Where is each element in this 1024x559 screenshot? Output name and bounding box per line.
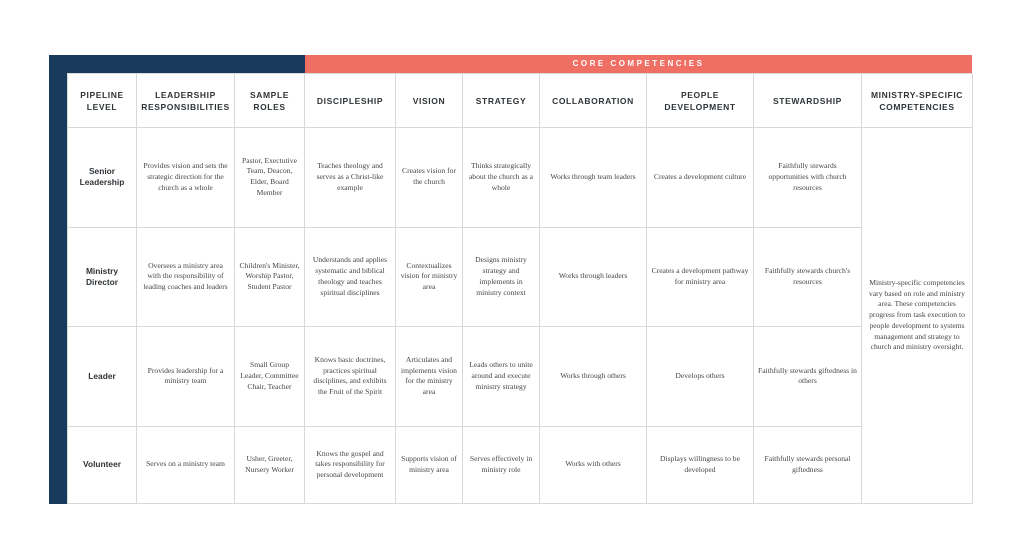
stewardship-cell: Faithfully stewards giftedness in others [754, 327, 862, 427]
stewardship-cell: Faithfully stewards opportunities with church resources [754, 128, 862, 228]
responsibilities-cell: Serves on a ministry team [137, 426, 235, 503]
stewardship-cell: Faithfully stewards church's resources [754, 227, 862, 327]
strategy-cell: Designs ministry strategy and implements in ministry context [463, 227, 540, 327]
header-ministry-specific: MINISTRY-SPECIFIC COMPETENCIES [862, 74, 973, 128]
table-row [68, 128, 973, 228]
header-row [68, 74, 973, 128]
level-cell: Senior Leadership [68, 128, 137, 228]
left-accent-bar [49, 55, 67, 504]
people-development-cell: Develops others [647, 327, 754, 427]
header-discipleship: DISCIPLESHIP [305, 74, 396, 128]
competency-matrix [49, 55, 972, 504]
vision-cell: Articulates and implements vision for the ministry area [396, 327, 463, 427]
ministry-specific-cell: Ministry-specific competencies vary based on role and ministry area. These competencies progress from task execution to people development to systems management and strategy to church and ministry oversight. [862, 128, 973, 504]
header-pipeline-level: PIPELINE LEVEL [68, 74, 137, 128]
discipleship-cell: Understands and applies systematic and biblical theology and teaches spiritual disciplines [305, 227, 396, 327]
header-collaboration: COLLABORATION [540, 74, 647, 128]
collaboration-cell: Works through team leaders [540, 128, 647, 228]
collaboration-cell: Works with others [540, 426, 647, 503]
roles-cell: Usher, Greeter, Nursery Worker [235, 426, 305, 503]
vision-cell: Creates vision for the church [396, 128, 463, 228]
responsibilities-cell: Provides leadership for a ministry team [137, 327, 235, 427]
discipleship-cell: Knows the gospel and takes responsibility for personal development [305, 426, 396, 503]
vision-cell: Supports vision of ministry area [396, 426, 463, 503]
header-leadership-responsibilities: LEADERSHIP RESPONSIBILITIES [137, 74, 235, 128]
level-cell: Leader [68, 327, 137, 427]
header-strategy: STRATEGY [463, 74, 540, 128]
header-vision: VISION [396, 74, 463, 128]
vision-cell: Contextualizes vision for ministry area [396, 227, 463, 327]
competency-table [67, 73, 973, 504]
people-development-cell: Displays willingness to be developed [647, 426, 754, 503]
table-row [68, 327, 973, 427]
core-competencies-banner: CORE COMPETENCIES [305, 55, 972, 73]
level-cell: Ministry Director [68, 227, 137, 327]
header-people-development: PEOPLE DEVELOPMENT [647, 74, 754, 128]
discipleship-cell: Teaches theology and serves as a Christ-like example [305, 128, 396, 228]
top-left-accent-bar [49, 55, 305, 73]
roles-cell: Pastor, Exectutive Team, Deacon, Elder, Board Member [235, 128, 305, 228]
table-row [68, 426, 973, 503]
collaboration-cell: Works through others [540, 327, 647, 427]
stewardship-cell: Faithfully stewards personal giftedness [754, 426, 862, 503]
strategy-cell: Serves effectively in ministry role [463, 426, 540, 503]
strategy-cell: Thinks strategically about the church as a whole [463, 128, 540, 228]
people-development-cell: Creates a development culture [647, 128, 754, 228]
responsibilities-cell: Oversees a ministry area with the responsibility of leading coaches and leaders [137, 227, 235, 327]
header-sample-roles: SAMPLE ROLES [235, 74, 305, 128]
responsibilities-cell: Provides vision and sets the strategic direction for the church as a whole [137, 128, 235, 228]
table-row [68, 227, 973, 327]
strategy-cell: Leads others to unite around and execute ministry strategy [463, 327, 540, 427]
level-cell: Volunteer [68, 426, 137, 503]
collaboration-cell: Works through leaders [540, 227, 647, 327]
roles-cell: Small Group Leader, Committee Chair, Teacher [235, 327, 305, 427]
people-development-cell: Creates a development pathway for ministry area [647, 227, 754, 327]
discipleship-cell: Knows basic doctrines, practices spiritual disciplines, and exhibits the Fruit of the Spirit [305, 327, 396, 427]
header-stewardship: STEWARDSHIP [754, 74, 862, 128]
roles-cell: Children's Minister, Worship Pastor, Student Pastor [235, 227, 305, 327]
